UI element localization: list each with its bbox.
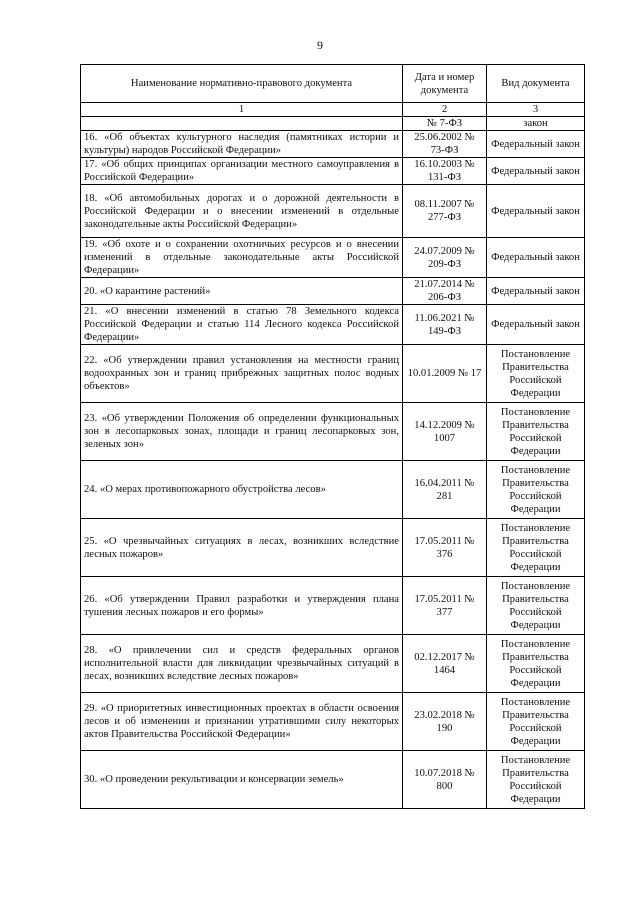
table-body [81,117,585,809]
table-row [81,751,585,809]
document-name-cell: 16. «Об объектах культурного наследия (памятниках истории и культуры) народов Российской Федерации» [81,131,403,158]
document-name-cell: 19. «Об охоте и о сохранении охотничьих ресурсов и о внесении изменений в отдельные законодательные акты Российской Федерации» [81,238,403,278]
column-number-2: 2 [403,103,487,117]
document-name-cell: 23. «Об утверждении Положения об определении функциональных зон в лесопарковых зонах, площади и границ лесопарковых зон, зеленых зон» [81,403,403,461]
table-row [81,635,585,693]
table-row [81,461,585,519]
document-date-cell: 24.07.2009 № 209-ФЗ [403,238,487,278]
document-kind-cell: Постановление Правительства Российской Федерации [487,519,585,577]
document-date-cell: 17.05.2011 № 376 [403,519,487,577]
document-name-cell: 26. «Об утверждении Правил разработки и утверждения плана тушения лесных пожаров и его формы» [81,577,403,635]
document-kind-cell: Постановление Правительства Российской Федерации [487,635,585,693]
document-kind-cell: Федеральный закон [487,238,585,278]
document-kind-cell: закон [487,117,585,131]
document-kind-cell: Постановление Правительства Российской Федерации [487,577,585,635]
document-date-cell: 10.07.2018 № 800 [403,751,487,809]
document-date-cell: 25.06.2002 № 73-ФЗ [403,131,487,158]
table-row [81,185,585,238]
document-name-cell: 30. «О проведении рекультивации и консервации земель» [81,751,403,809]
document-name-cell: 29. «О приоритетных инвестиционных проектах в области освоения лесов и об изменении и признании утратившими силу некоторых актов Правительства Российской Федерации» [81,693,403,751]
table-row [81,403,585,461]
document-kind-cell: Постановление Правительства Российской Федерации [487,403,585,461]
document-name-cell: 25. «О чрезвычайных ситуациях в лесах, возникших вследствие лесных пожаров» [81,519,403,577]
column-number-3: 3 [487,103,585,117]
table-row [81,238,585,278]
column-header-kind: Вид документа [487,65,585,103]
document-name-cell: 20. «О карантине растений» [81,278,403,305]
document-name-cell: 18. «Об автомобильных дорогах и о дорожной деятельности в Российской Федерации и о внесении изменений в отдельные законодательные акты Российской Федерации» [81,185,403,238]
document-date-cell: 11.06.2021 № 149-ФЗ [403,305,487,345]
document-date-cell: 16.04.2011 № 281 [403,461,487,519]
document-date-cell: 23.02.2018 № 190 [403,693,487,751]
document-kind-cell: Постановление Правительства Российской Федерации [487,751,585,809]
document-kind-cell: Федеральный закон [487,131,585,158]
document-name-cell: 24. «О мерах противопожарного обустройства лесов» [81,461,403,519]
document-name-cell: 17. «Об общих принципах организации местного самоуправления в Российской Федерации» [81,158,403,185]
document-name-cell: 22. «Об утверждении правил установления на местности границ водоохранных зон и границ прибрежных защитных полос водных объектов» [81,345,403,403]
column-number-row [81,103,585,117]
document-kind-cell: Федеральный закон [487,158,585,185]
table-row [81,278,585,305]
document-date-cell: 10.01.2009 № 17 [403,345,487,403]
document-name-cell: 21. «О внесении изменений в статью 78 Земельного кодекса Российской Федерации и статью 114 Лесного кодекса Российской Федерации» [81,305,403,345]
document-kind-cell: Постановление Правительства Российской Федерации [487,693,585,751]
column-header-name: Наименование нормативно-правового документа [81,65,403,103]
table-row [81,158,585,185]
documents-table [80,64,585,809]
document-kind-cell: Постановление Правительства Российской Федерации [487,461,585,519]
table-header-row [81,65,585,103]
document-date-cell: 14.12.2009 № 1007 [403,403,487,461]
document-date-cell: 02.12.2017 № 1464 [403,635,487,693]
table-row [81,131,585,158]
document-kind-cell: Федеральный закон [487,278,585,305]
document-date-cell: 08.11.2007 № 277-ФЗ [403,185,487,238]
document-date-cell: 21.07.2014 № 206-ФЗ [403,278,487,305]
document-date-cell: 17.05.2011 № 377 [403,577,487,635]
document-date-cell: № 7-ФЗ [403,117,487,131]
table-row [81,305,585,345]
document-name-cell: 28. «О привлечении сил и средств федеральных органов исполнительной власти для ликвидации чрезвычайных ситуаций в лесах, возникших вследствие лесных пожаров» [81,635,403,693]
table-row [81,117,585,131]
column-header-date: Дата и номер документа [403,65,487,103]
document-kind-cell: Постановление Правительства Российской Федерации [487,345,585,403]
column-number-1: 1 [81,103,403,117]
document-date-cell: 16.10.2003 № 131-ФЗ [403,158,487,185]
table-row [81,345,585,403]
table-row [81,519,585,577]
table-row [81,577,585,635]
page-number: 9 [317,38,323,52]
document-kind-cell: Федеральный закон [487,185,585,238]
document-kind-cell: Федеральный закон [487,305,585,345]
table-row [81,693,585,751]
document-name-cell [81,117,403,131]
